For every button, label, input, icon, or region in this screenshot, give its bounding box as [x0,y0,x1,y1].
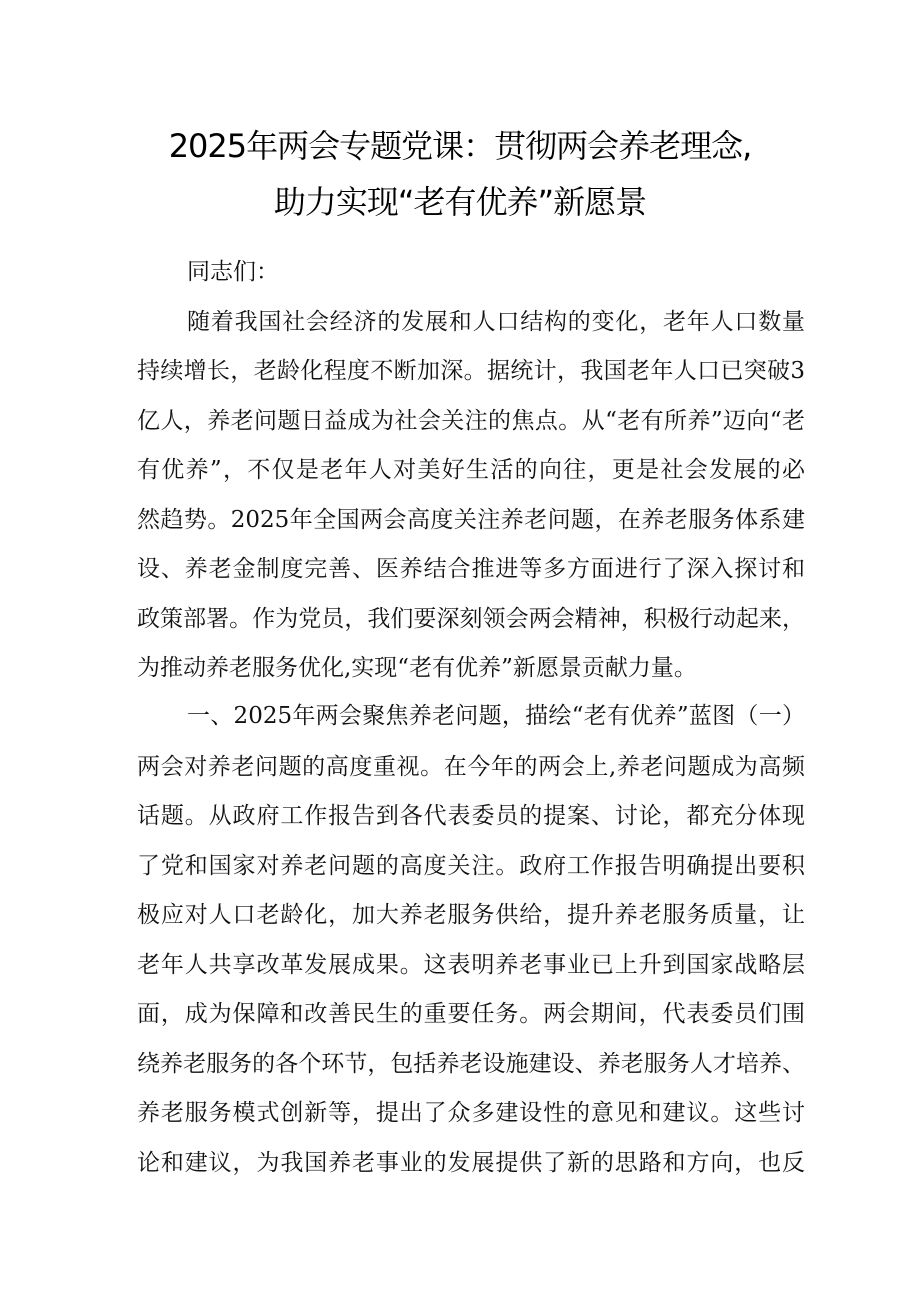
body-line: 养老服务模式创新等，提出了众多建设性的意见和建议。这些讨 [137,1100,805,1126]
body-line: 有优养”，不仅是老年人对美好生活的向往，更是社会发展的必 [137,457,805,483]
body-line: 老年人共享改革发展成果。这表明养老事业已上升到国家战略层 [137,952,805,978]
body-line: 两会对养老问题的高度重视。在今年的两会上,养老问题成为高频 [137,754,805,780]
body-line: 绕养老服务的各个环节，包括养老设施建设、养老服务人才培养、 [137,1051,805,1077]
body-line: 随着我国社会经济的发展和人口结构的变化，老年人口数量 [187,309,805,335]
body-line: 话题。从政府工作报告到各代表委员的提案、讨论，都充分体现 [137,803,805,829]
document-title-line-1: 2025年两会专题党课：贯彻两会养老理念, [168,127,752,165]
body-line: 亿人，养老问题日益成为社会关注的焦点。从“老有所养”迈向“老 [137,408,805,434]
body-line: 了党和国家对养老问题的高度关注。政府工作报告明确提出要积 [137,853,805,879]
body-line: 持续增长，老龄化程度不断加深。据统计，我国老年人口已突破3 [137,358,805,384]
body-line: 然趋势。2025年全国两会高度关注养老问题，在养老服务体系建 [137,507,805,533]
body-line: 设、养老金制度完善、医养结合推进等多方面进行了深入探讨和 [137,556,805,582]
document-title-line-2: 助力实现“老有优养”新愿景 [273,183,647,221]
body-line: 极应对人口老龄化，加大养老服务供给，提升养老服务质量，让 [137,902,805,928]
body-line: 论和建议，为我国养老事业的发展提供了新的思路和方向，也反 [137,1150,805,1176]
body-line: 政策部署。作为党员，我们要深刻领会两会精神，积极行动起来， [137,606,805,632]
salutation: 同志们： [187,259,279,285]
body-line: 面，成为保障和改善民生的重要任务。两会期间，代表委员们围 [137,1001,805,1027]
section-heading-line: 一、2025年两会聚焦养老问题，描绘“老有优养”蓝图（一） [187,703,805,729]
body-line: 为推动养老服务优化,实现“老有优养”新愿景贡献力量。 [137,655,697,681]
